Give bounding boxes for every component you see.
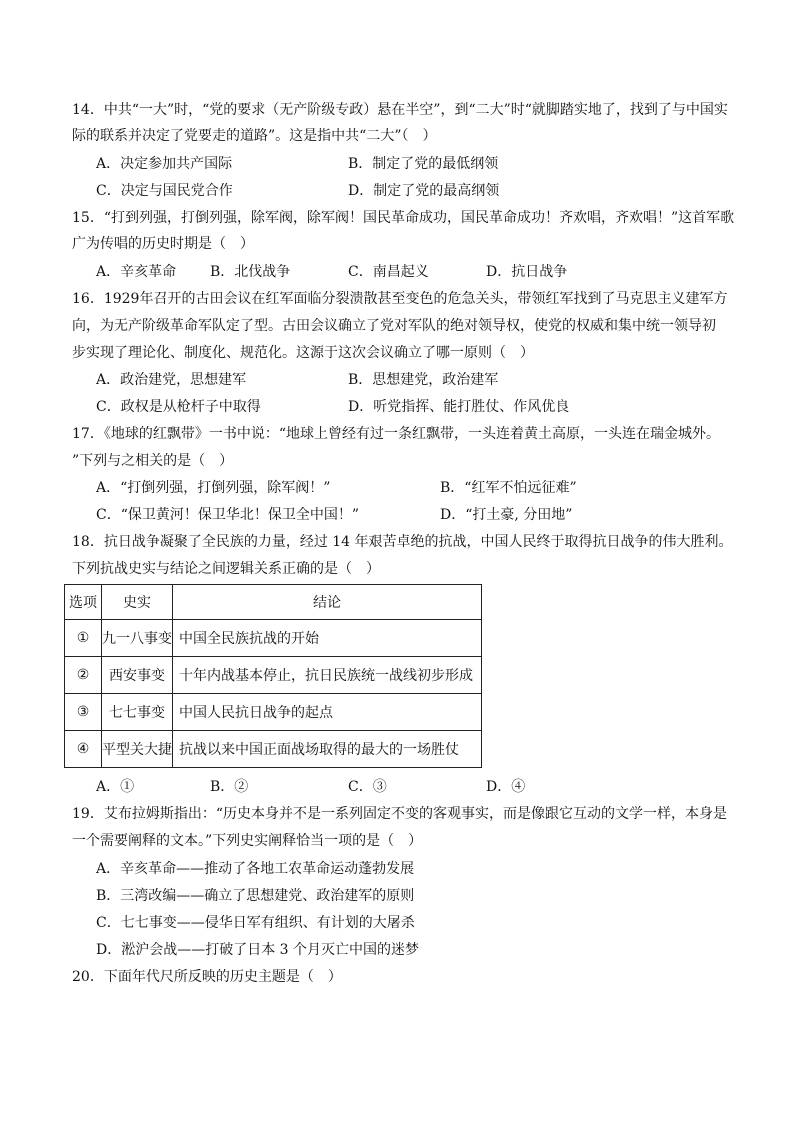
table-row (65, 620, 482, 657)
q14-option-a: A．决定参加共产国际 (96, 156, 233, 172)
q16-option-c: C．政权是从枪杆子中取得 (96, 399, 261, 415)
q17-option-a: A．“打倒列强，打倒列强，除军阀！” (96, 480, 331, 496)
q20-stem-line1: 20．下面年代尺所反映的历史主题是（ ） (72, 969, 342, 985)
q15-option-a: A．辛亥革命 (96, 264, 177, 280)
q17-option-d: D．“打土豪, 分田地” (440, 507, 573, 523)
table-cell-conclusion: 中国人民抗日战争的起点 (173, 694, 482, 731)
q18-stem-line2: 下列抗战史实与结论之间逻辑关系正确的是（ ） (72, 561, 380, 577)
q17-stem-line1: 17．《地球的红飘带》一书中说：“地球上曾经有过一条红飘带，一头连着黄土高原，一头连在瑞金城外。 (72, 426, 720, 442)
q19-option-c: C．七七事变——侵华日军有组织、有计划的大屠杀 (96, 915, 415, 931)
q19-option-a: A．辛亥革命——推动了各地工农革命运动蓬勃发展 (96, 861, 415, 877)
table-row (65, 694, 482, 731)
q16-option-d: D．听党指挥、能打胜仗、作风优良 (348, 399, 570, 415)
q14-option-c: C．决定与国民党合作 (96, 183, 233, 199)
q16-option-b: B．思想建党，政治建军 (348, 372, 499, 388)
q19-option-d: D．淞沪会战——打破了日本 3 个月灭亡中国的迷梦 (96, 942, 420, 958)
q15-option-b: B．北伐战争 (210, 264, 291, 280)
table-header-cell: 结论 (173, 585, 482, 620)
q19-stem-line2: 一个需要阐释的文本。”下列史实阐释恰当一项的是（ ） (72, 833, 423, 849)
q17-option-c: C．“保卫黄河！保卫华北！保卫全中国！” (96, 507, 360, 523)
q18-option-b: B．② (210, 779, 249, 795)
table-row (65, 657, 482, 694)
table-cell-event: 九一八事变 (102, 620, 173, 657)
q18-option-d: D．④ (486, 779, 526, 795)
table-cell-option: ③ (65, 694, 102, 731)
q14-option-b: B．制定了党的最低纲领 (348, 156, 499, 172)
table-cell-event: 七七事变 (102, 694, 173, 731)
table-header-row (65, 585, 482, 620)
table-header-cell: 史实 (102, 585, 173, 620)
table-cell-option: ④ (65, 731, 102, 768)
q18-option-a: A．① (96, 779, 135, 795)
q17-option-b: B．“红军不怕远征难” (440, 480, 577, 496)
table-row (65, 731, 482, 768)
q15-option-d: D．抗日战争 (486, 264, 568, 280)
table-cell-option: ② (65, 657, 102, 694)
q16-option-a: A．政治建党，思想建军 (96, 372, 247, 388)
table-cell-conclusion: 中国全民族抗战的开始 (173, 620, 482, 657)
q14-stem-line2: 际的联系并决定了党要走的道路”。这是指中共“二大”（ ） (72, 128, 437, 144)
table-cell-event: 西安事变 (102, 657, 173, 694)
q19-stem-line1: 19．艾布拉姆斯指出：“历史本身并不是一系列固定不变的客观事实，而是像跟它互动的文学一样，本身是 (72, 806, 727, 822)
q17-stem-line2: ”下列与之相关的是（ ） (72, 453, 234, 469)
q16-stem-line2: 向，为无产阶级革命军队定了型。古田会议确立了党对军队的绝对领导权，使党的权威和集中统一领导初 (72, 318, 716, 334)
q15-option-c: C．南昌起义 (348, 264, 429, 280)
table-cell-event: 平型关大捷 (102, 731, 173, 768)
table-header-cell: 选项 (65, 585, 102, 620)
q14-stem-line1: 14．中共“一大”时，“党的要求（无产阶级专政）悬在半空”，到“二大”时“就脚踏实地了，找到了与中国实 (72, 102, 728, 118)
table-cell-option: ① (65, 620, 102, 657)
q18-table (64, 584, 482, 768)
q18-stem-line1: 18．抗日战争凝聚了全民族的力量，经过 14 年艰苦卓绝的抗战，中国人民终于取得抗日战争的伟大胜利。 (72, 534, 733, 550)
q18-option-c: C．③ (348, 779, 387, 795)
q15-stem-line1: 15．“打到列强，打倒列强，除军阀，除军阀！国民革命成功，国民革命成功！齐欢唱，齐欢唱！”这首军歌 (72, 210, 735, 226)
table-cell-conclusion: 抗战以来中国正面战场取得的最大的一场胜仗 (173, 731, 482, 768)
q16-stem-line1: 16．1929年召开的古田会议在红军面临分裂溃散甚至变色的危急关头，带领红军找到了马克思主义建军方 (72, 291, 728, 307)
q16-stem-line3: 步实现了理论化、制度化、规范化。这源于这次会议确立了哪一原则（ ） (72, 345, 534, 361)
q14-option-d: D．制定了党的最高纲领 (348, 183, 500, 199)
q19-option-b: B．三湾改编——确立了思想建党、政治建军的原则 (96, 888, 415, 904)
q15-stem-line2: 广为传唱的历史时期是（ ） (72, 236, 254, 252)
table-cell-conclusion: 十年内战基本停止，抗日民族统一战线初步形成 (173, 657, 482, 694)
